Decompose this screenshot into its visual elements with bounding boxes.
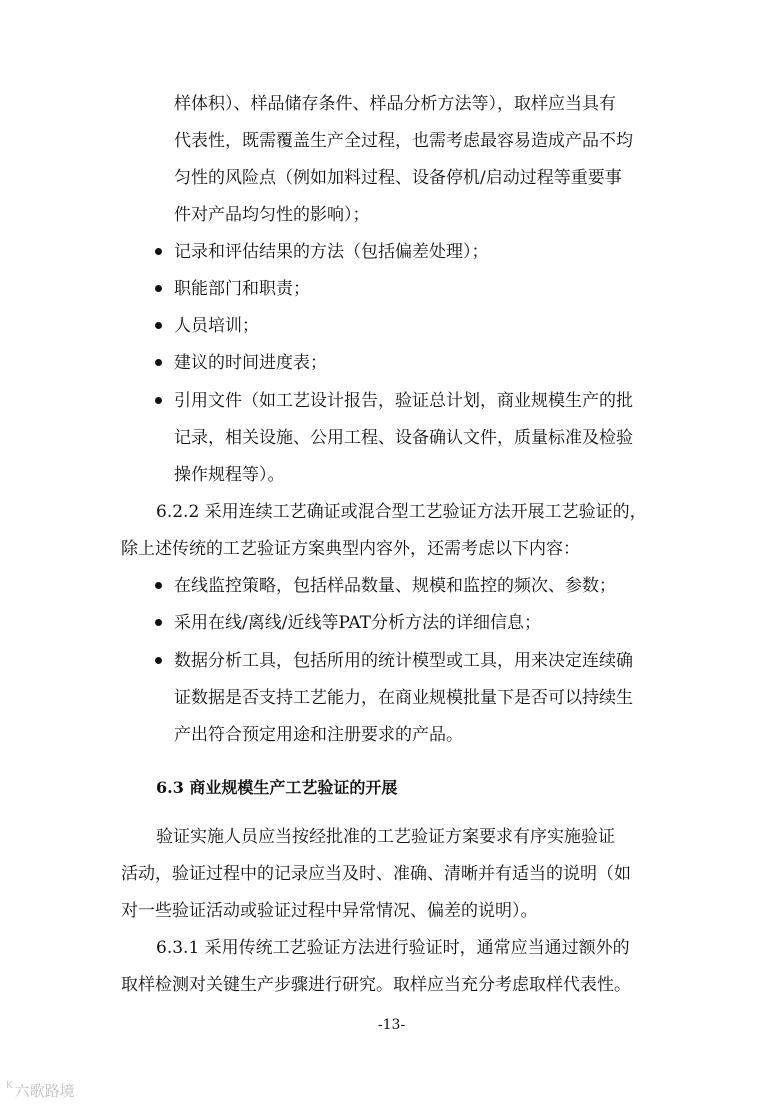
section-6-3-1-text: 6.3.1 采用传统工艺验证方法进行验证时，通常应当通过额外的 xyxy=(156,938,630,958)
paragraph-line: 验证实施人员应当按经批准的工艺验证方案要求有序实施验证 xyxy=(156,827,615,847)
bullet-icon xyxy=(155,657,162,664)
continuation-line: 样体积）、样品储存条件、样品分析方法等），取样应当具有 xyxy=(174,94,616,114)
paragraph-line: 活动，验证过程中的记录应当及时、准确、清晰并有适当的说明（如 xyxy=(121,864,631,884)
watermark-text: 六歌路境 xyxy=(14,1082,75,1100)
list-item: 引用文件（如工艺设计报告，验证总计划，商业规模生产的批 xyxy=(174,391,633,411)
watermark xyxy=(6,1080,75,1101)
list-item: 采用在线/离线/近线等PAT分析方法的详细信息； xyxy=(174,613,542,633)
paragraph-line: 对一些验证活动或验证过程中异常情况、偏差的说明）。 xyxy=(121,901,538,921)
bullet-icon xyxy=(155,397,162,404)
list-item-continuation: 证数据是否支持工艺能力，在商业规模批量下是否可以持续生 xyxy=(174,688,633,708)
bullet-icon xyxy=(155,619,162,626)
list-item-continuation: 操作规程等）。 xyxy=(174,465,285,485)
list-item-continuation: 产出符合预定用途和注册要求的产品。 xyxy=(174,725,463,745)
section-6-2-2-text: 6.2.2 采用连续工艺确证或混合型工艺验证方法开展工艺验证的， xyxy=(156,502,647,522)
bullet-icon xyxy=(155,359,162,366)
page-number: -13- xyxy=(377,1017,406,1033)
bullet-icon xyxy=(155,285,162,292)
list-item: 建议的时间进度表； xyxy=(174,353,327,373)
bullet-icon xyxy=(155,322,162,329)
bullet-icon xyxy=(155,248,162,255)
list-item: 数据分析工具，包括所用的统计模型或工具，用来决定连续确 xyxy=(174,651,633,671)
continuation-line: 件对产品均匀性的影响）； xyxy=(174,205,370,225)
list-item: 职能部门和职责； xyxy=(174,279,310,299)
list-item: 人员培训； xyxy=(174,316,259,336)
watermark-logo-icon: K xyxy=(6,1080,13,1091)
section-6-2-2-text: 除上述传统的工艺验证方案典型内容外，还需考虑以下内容： xyxy=(121,539,580,559)
list-item: 记录和评估结果的方法（包括偏差处理）； xyxy=(174,242,489,262)
bullet-icon xyxy=(155,582,162,589)
section-6-3-1-text: 取样检测对关键生产步骤进行研究。取样应当充分考虑取样代表性。 xyxy=(121,975,631,995)
continuation-line: 代表性，既需覆盖生产全过程，也需考虑最容易造成产品不均 xyxy=(174,131,633,151)
section-heading: 6.3 商业规模生产工艺验证的开展 xyxy=(156,778,398,797)
continuation-line: 匀性的风险点（例如加料过程、设备停机/启动过程等重要事 xyxy=(174,168,622,188)
list-item-continuation: 记录，相关设施、公用工程、设备确认文件，质量标准及检验 xyxy=(174,428,633,448)
list-item: 在线监控策略，包括样品数量、规模和监控的频次、参数； xyxy=(174,576,616,596)
